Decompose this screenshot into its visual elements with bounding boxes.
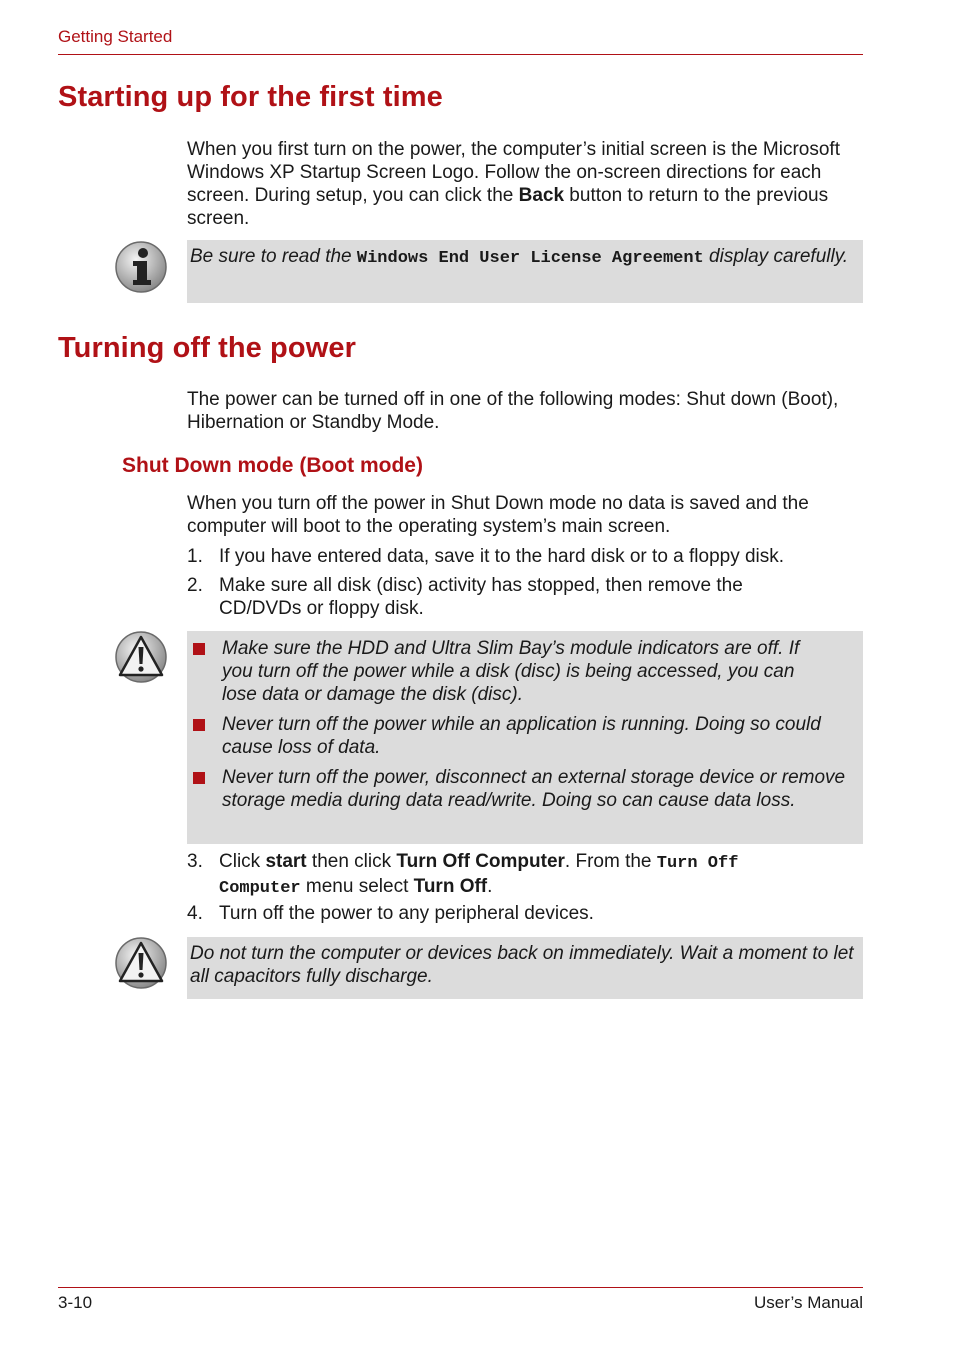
note-license	[187, 240, 863, 303]
section-title-startup: Starting up for the first time	[58, 81, 443, 113]
note-code: Windows End User License Agreement	[356, 249, 704, 268]
menu-code-2: Computer	[219, 879, 301, 898]
back-button-label: Back	[518, 185, 565, 206]
step-3-fragment: menu select	[300, 876, 414, 897]
step-text: Turn off the power to any peripheral devices.	[219, 903, 594, 924]
bullet-square	[193, 643, 205, 655]
header-rule	[58, 54, 863, 55]
caution-bullet-text: Never turn off the power while an application is running. Doing so could cause loss of data.	[222, 714, 821, 758]
menu-code-1: Turn Off	[656, 854, 739, 873]
subsection-title: Shut Down mode (Boot mode)	[122, 454, 423, 477]
step-3-fragment: . From the	[564, 851, 657, 872]
bullet-square	[193, 719, 205, 731]
power-off-paragraph: The power can be turned off in one of the following modes: Shut down (Boot), Hibernation or Standby Mode.	[187, 389, 839, 433]
caution-bullet-text: Never turn off the power, disconnect an external storage device or remove storage media during data read/write. Doing so can cause data loss.	[222, 767, 846, 811]
shutdown-paragraph: When you turn off the power in Shut Down mode no data is saved and the computer will boot to the operating system’s main screen.	[187, 493, 809, 537]
step-number: 3.	[187, 851, 203, 872]
page-number: 3-10	[58, 1293, 93, 1312]
step-3-text	[219, 850, 859, 900]
step-text: If you have entered data, save it to the hard disk or to a floppy disk.	[219, 546, 785, 567]
step-number: 1.	[187, 546, 203, 567]
info-icon	[114, 240, 168, 294]
startup-text-2: button to return to the previous screen.	[187, 185, 829, 229]
step-number: 2.	[187, 575, 203, 596]
footer-title: User’s Manual	[754, 1293, 863, 1312]
bullet-square	[193, 772, 205, 784]
footer-rule	[58, 1287, 863, 1288]
step-text: Make sure all disk (disc) activity has stopped, then remove the CD/DVDs or floppy disk.	[219, 575, 743, 619]
warning-icon	[114, 630, 168, 684]
step-3-fragment: Click	[219, 851, 266, 872]
warning-icon	[114, 936, 168, 990]
startup-paragraph	[187, 138, 863, 230]
running-header: Getting Started	[58, 27, 173, 46]
caution-bullet	[187, 637, 822, 706]
caution-bullet	[187, 713, 857, 759]
caution-bullet	[187, 766, 857, 812]
turn-off-computer-label: Turn Off Computer	[396, 851, 565, 872]
caution-bullet-text: Make sure the HDD and Ultra Slim Bay’s module indicators are off. If you turn off the power while a disk (disc) is being accessed, you can lose data or damage the disk (disc).	[222, 638, 800, 705]
note-text-1: Be sure to read the	[190, 246, 357, 267]
start-label: start	[265, 851, 307, 872]
step-3-fragment: then click	[306, 851, 397, 872]
note-text-2: display carefully.	[703, 246, 849, 267]
startup-text-1: When you first turn on the power, the computer’s initial screen is the Microsoft Windows XP Startup Screen Logo. Follow the on-screen directions for each screen. During setup, you can click the	[187, 139, 840, 206]
step-3-fragment: .	[487, 876, 493, 897]
section-title-power-off: Turning off the power	[58, 332, 356, 364]
caution-box-1	[187, 631, 863, 844]
turn-off-label: Turn Off	[413, 876, 488, 897]
step-number: 4.	[187, 903, 203, 924]
caution-box-2: Do not turn the computer or devices back on immediately. Wait a moment to let all capacitors fully discharge.	[187, 937, 863, 999]
